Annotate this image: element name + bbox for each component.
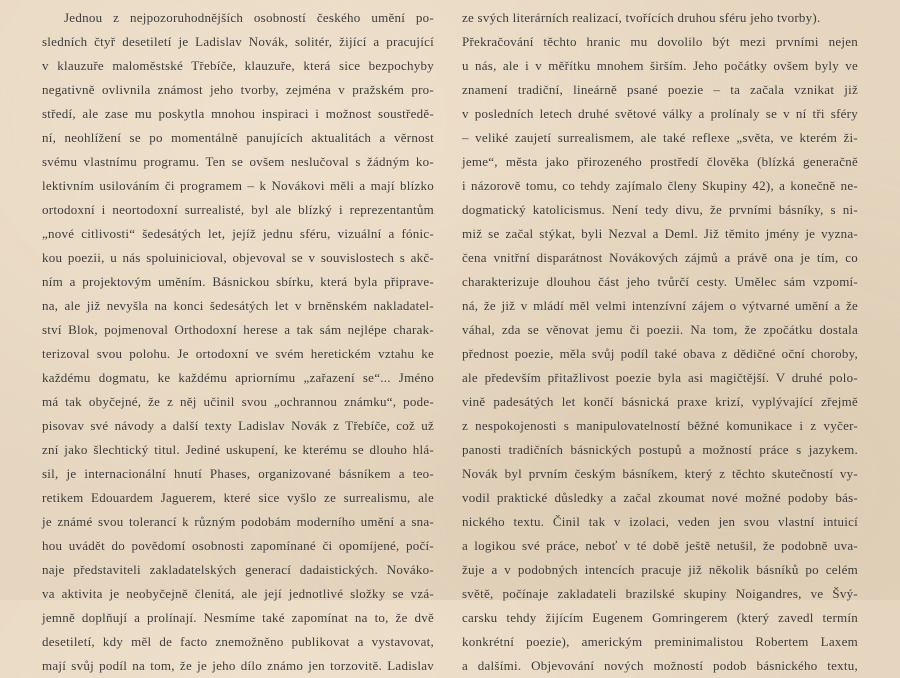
text-line: znamení tradiční, lineárně psané poezie – ta začala vznikat již <box>462 82 858 97</box>
text-line: na, ale již nevyšla na konci šedesátých let v brněnském nakladatel- <box>42 298 434 313</box>
text-line: v klauzuře maloměstské Třebíče, klauzuře, která sice bezpochyby <box>42 58 434 73</box>
text-line: lektivním usilováním či programem – k Novákovi měli a mají blízko <box>42 178 434 193</box>
text-line: ní, neohlížení se po momentálně panujících aktualitách a věrnost <box>42 130 434 145</box>
text-line: „nové citlivosti“ šedesátých let, jejíž jednu sféru, vizuální a fónic- <box>42 226 434 241</box>
text-line: retikem Edouardem Jaguerem, které sice vyšlo ze surrealismu, ale <box>42 490 434 505</box>
text-line: kou poezii, u nás spoluinicioval, objevoval se v souvislostech s akč- <box>42 250 434 265</box>
text-line: pisovav své návody a další texty Ladislav Novák z Třebíče, což už <box>42 418 434 433</box>
text-line: vině padesátých let končí básnická praxe krizí, vyplývající zřejmě <box>462 394 858 409</box>
text-line: jeme“, města jako přirozeného prostředí člověka (blízká generačně <box>462 154 858 169</box>
text-line: a dalšími. Objevování nových možností podob básnického textu, <box>462 658 858 673</box>
text-line: je známé svou tolerancí k různým podobám moderního umění a sna- <box>42 514 434 529</box>
text-line: panosti tradičních básnických postupů a možností práce s jazykem. <box>462 442 858 457</box>
text-line: Novák byl prvním českým básníkem, který z těchto skutečností vy- <box>462 466 858 481</box>
text-line: u nás, ale i v měřítku mnohem širším. Jeho počátky ovšem byly ve <box>462 58 858 73</box>
left-text-column <box>42 6 434 673</box>
text-line: carsku tehdy žijícím Eugenem Gomringerem (který zavedl termín <box>462 610 858 625</box>
text-line: charakterizuje dlouhou část jeho tvůrčí cesty. Umělec sám vzpomí- <box>462 274 858 289</box>
text-line: a logikou své práce, neboť v té době ještě netušil, že podobně uva- <box>462 538 858 553</box>
text-line: negativně ovlivnila známost jeho tvorby, zejména v pražském pro- <box>42 82 434 97</box>
text-line: jemně doplňují a prolínají. Nesmíme také zapomínat na to, že dvě <box>42 610 434 625</box>
text-line: Překračování těchto hranic mu dovolilo být mezi prvními nejen <box>462 34 858 49</box>
text-line: mají svůj podíl na tom, že je jeho dílo známo jen torzovitě. Ladislav <box>42 658 434 673</box>
text-line: miž se začal stýkat, byli Nezval a Deml. Již těmito jmény je vyzna- <box>462 226 858 241</box>
text-line: ortodoxní i neortodoxní surrealisté, byl ale blízký i reprezentantům <box>42 202 434 217</box>
text-line: dogmatický katolicismus. Není tedy divu, že prvními básníky, s ni- <box>462 202 858 217</box>
text-line: desetiletí, kdy měl de facto znemožněno publikovat a vystavovat, <box>42 634 434 649</box>
text-line: ze svých literárních realizací, tvořících druhou sféru jeho tvorby). <box>462 10 821 25</box>
text-line: va aktivita je neobyčejně členitá, ale její jednotlivé složky se vzá- <box>42 586 434 601</box>
text-line: váhal, zda se věnovat jemu či poezii. Na tom, že zpočátku dostala <box>462 322 858 337</box>
text-line: ná, že již v mládí měl velmi intenzívní zájem o výtvarné umění a že <box>462 298 858 313</box>
text-line: ství Blok, pojmenoval Orthodoxní herese a tak sám nejlépe charak- <box>42 322 434 337</box>
text-line: nického textu. Činil tak v izolaci, veden jen svou vlastní intuicí <box>462 514 858 529</box>
text-line: sledních čtyř desetiletí je Ladislav Novák, solitér, žijící a pracující <box>42 34 434 49</box>
text-line: žuje a v podobných intencích pracuje již několik básníků po celém <box>462 562 858 577</box>
text-line: v posledních letech druhé světové války a prolínaly se v ní tři sféry <box>462 106 858 121</box>
text-line: sil, je internacionální hnutí Phases, organizované básníkem a teo- <box>42 466 434 481</box>
text-line: vodil praktické důsledky a začal zkoumat nové možné podoby bás- <box>462 490 858 505</box>
text-line: čena vnitřní disparátnost Novákových zájmů a právě ona je tím, co <box>462 250 858 265</box>
text-line: z nespokojenosti s manipulovatelností běžné komunikace i z vyčer- <box>462 418 858 433</box>
text-line: zní jako šlechtický titul. Jediné uskupení, ke kterému se dlouho hlá- <box>42 442 434 457</box>
text-line: naje představiteli zakladatelských generací dadaistických. Nováko- <box>42 562 434 577</box>
right-text-column <box>462 6 858 673</box>
text-line: Jednou z nejpozoruhodnějších osobností českého umění po- <box>64 10 434 25</box>
text-line: přednost poezie, měla svůj podíl také obava z dědičné oční choroby, <box>462 346 858 361</box>
text-line: svému vlastnímu programu. Ten se ovšem neslučoval s žádným ko- <box>42 154 434 169</box>
text-line: má tak obyčejné, že z něj učinil svou „ochrannou známku“, pode- <box>42 394 434 409</box>
text-line: středí, ale zase mu poskytla mnohou inspiraci i možnost soustředě- <box>42 106 434 121</box>
text-line: každému dogmatu, ke každému apriornímu „zařazení se“... Jméno <box>42 370 434 385</box>
text-line: hou uvádět do povědomí osobnosti zapomínané či opomíjené, počí- <box>42 538 434 553</box>
text-line: i názorově tomu, co tehdy zajímalo členy Skupiny 42), a konečně ne- <box>462 178 858 193</box>
text-line: konkrétní poezie), americkým preminimalistou Robertem Laxem <box>462 634 858 649</box>
text-line: ale především přitažlivost poezie byla asi magičtější. V druhé polo- <box>462 370 858 385</box>
text-line: ním a projektovým uměním. Básnickou sbírku, která byla připrave- <box>42 274 434 289</box>
text-line: světě, počínaje zakladateli brazilské skupiny Noigandres, ve Švý- <box>462 586 858 601</box>
text-line: – veliké zaujetí surrealismem, ale také reflexe „světa, ve kterém ži- <box>462 130 858 145</box>
text-line: terizoval svou polohu. Je ortodoxní ve svém heretickém vztahu ke <box>42 346 434 361</box>
